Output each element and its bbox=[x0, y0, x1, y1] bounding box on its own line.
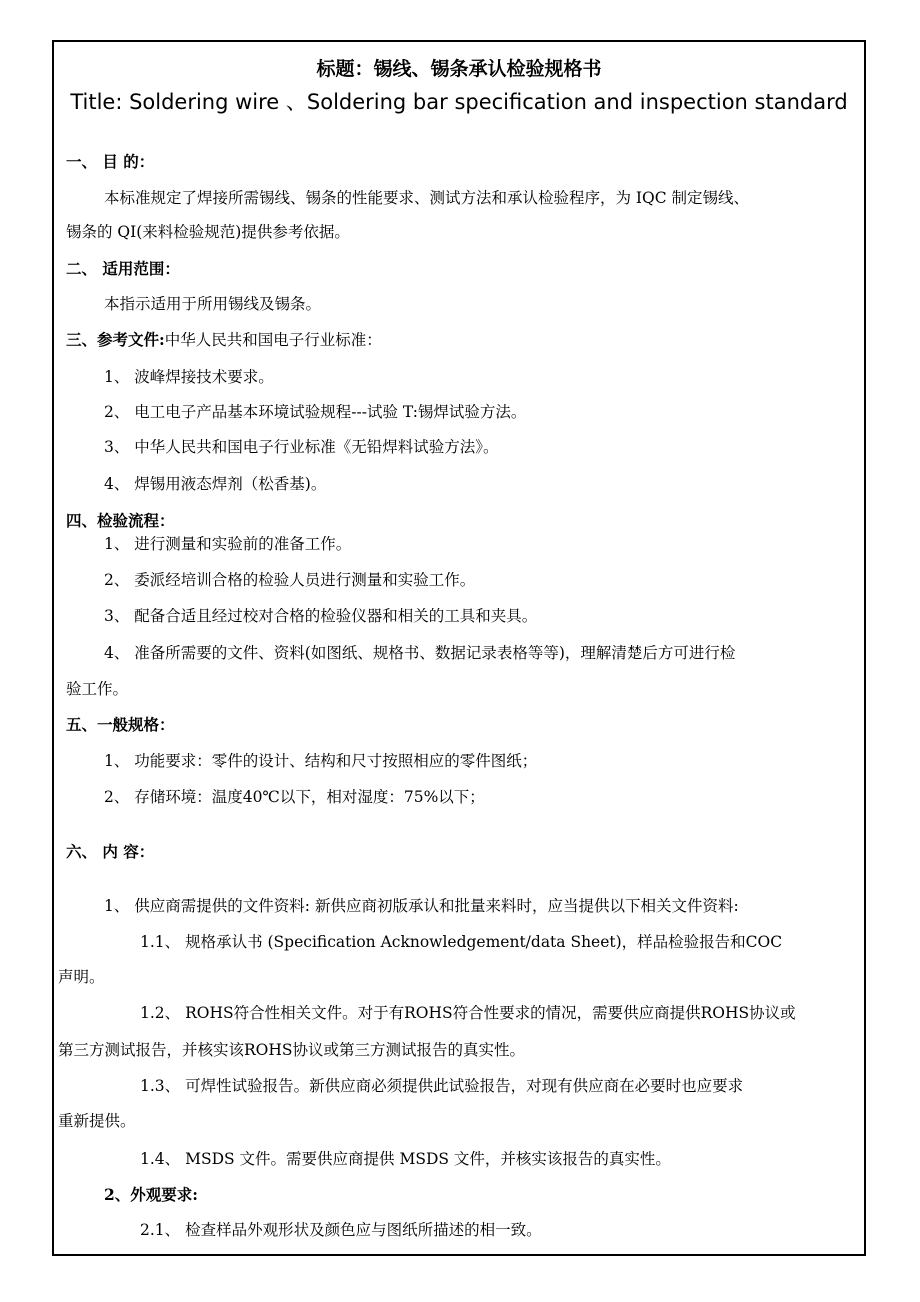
document-frame bbox=[52, 40, 866, 1256]
section-3-heading bbox=[66, 330, 382, 350]
section-3-heading-rest: 中华人民共和国电子行业标准： bbox=[164, 331, 382, 349]
section-1-line-2: 锡条的 QI(来料检验规范)提供参考依据。 bbox=[66, 223, 350, 241]
section-6-item-1: 1、 供应商需提供的文件资料: 新供应商初版承认和批量来料时，应当提供以下相关文件资料: bbox=[104, 897, 739, 915]
section-6-sub-1-2-cont: 第三方测试报告，并核实该ROHS协议或第三方测试报告的真实性。 bbox=[58, 1041, 526, 1059]
section-6-sub-1-1-cont: 声明。 bbox=[58, 968, 105, 986]
section-4-item-4-continued: 验工作。 bbox=[66, 680, 129, 698]
section-2-line-1: 本指示适用于所用锡线及锡条。 bbox=[104, 295, 322, 313]
section-4-item-1: 1、 进行测量和实验前的准备工作。 bbox=[104, 535, 352, 553]
title-english: Title: Soldering wire 、Soldering bar specification and inspection standard bbox=[70, 90, 848, 114]
section-5-item-1: 1、 功能要求：零件的设计、结构和尺寸按照相应的零件图纸； bbox=[104, 752, 538, 770]
section-4-item-3: 3、 配备合适且经过校对合格的检验仪器和相关的工具和夹具。 bbox=[104, 607, 538, 625]
section-4-item-2: 2、 委派经培训合格的检验人员进行测量和实验工作。 bbox=[104, 571, 476, 589]
section-3-item-1: 1、 波峰焊接技术要求。 bbox=[104, 368, 274, 386]
section-6-sub-1-1: 1.1、 规格承认书 (Specification Acknowledgement/data Sheet)，样品检验报告和COC bbox=[140, 933, 783, 951]
section-6-sub-1-2: 1.2、 ROHS符合性相关文件。对于有ROHS符合性要求的情况，需要供应商提供ROHS协议或 bbox=[140, 1004, 796, 1022]
section-1-line-1: 本标准规定了焊接所需锡线、锡条的性能要求、测试方法和承认检验程序，为 IQC 制定锡线、 bbox=[104, 189, 750, 207]
section-6-sub-2-1: 2.1、 检查样品外观形状及颜色应与图纸所描述的相一致。 bbox=[140, 1221, 542, 1239]
section-4-item-4: 4、 准备所需要的文件、资料(如图纸、规格书、数据记录表格等等)，理解清楚后方可进行检 bbox=[104, 644, 736, 662]
section-3-heading-label: 三、参考文件: bbox=[66, 330, 165, 349]
section-5-heading: 五、一般规格： bbox=[66, 715, 175, 734]
section-3-item-2: 2、 电工电子产品基本环境试验规程---试验 T:锡焊试验方法。 bbox=[104, 403, 527, 421]
title-chinese: 标题：锡线、锡条承认检验规格书 bbox=[316, 58, 602, 80]
section-2-heading: 二、 适用范围： bbox=[66, 259, 180, 278]
section-6-sub-1-4: 1.4、 MSDS 文件。需要供应商提供 MSDS 文件，并核实该报告的真实性。 bbox=[140, 1150, 671, 1168]
section-6-sub-1-3: 1.3、 可焊性试验报告。新供应商必须提供此试验报告，对现有供应商在必要时也应要求 bbox=[140, 1077, 744, 1095]
section-6-heading: 六、 内 容： bbox=[66, 842, 155, 861]
section-6-sub-1-3-cont: 重新提供。 bbox=[58, 1112, 136, 1130]
section-3-item-3: 3、 中华人民共和国电子行业标准《无铅焊料试验方法》。 bbox=[104, 438, 499, 456]
section-4-heading: 四、检验流程： bbox=[66, 511, 175, 530]
section-1-heading: 一、 目 的： bbox=[66, 152, 155, 171]
section-5-item-2: 2、 存储环境：温度40℃以下，相对湿度：75%以下； bbox=[104, 788, 485, 806]
section-6-item-2: 2、外观要求: bbox=[104, 1185, 199, 1204]
section-3-item-4: 4、 焊锡用液态焊剂（松香基)。 bbox=[104, 475, 327, 493]
